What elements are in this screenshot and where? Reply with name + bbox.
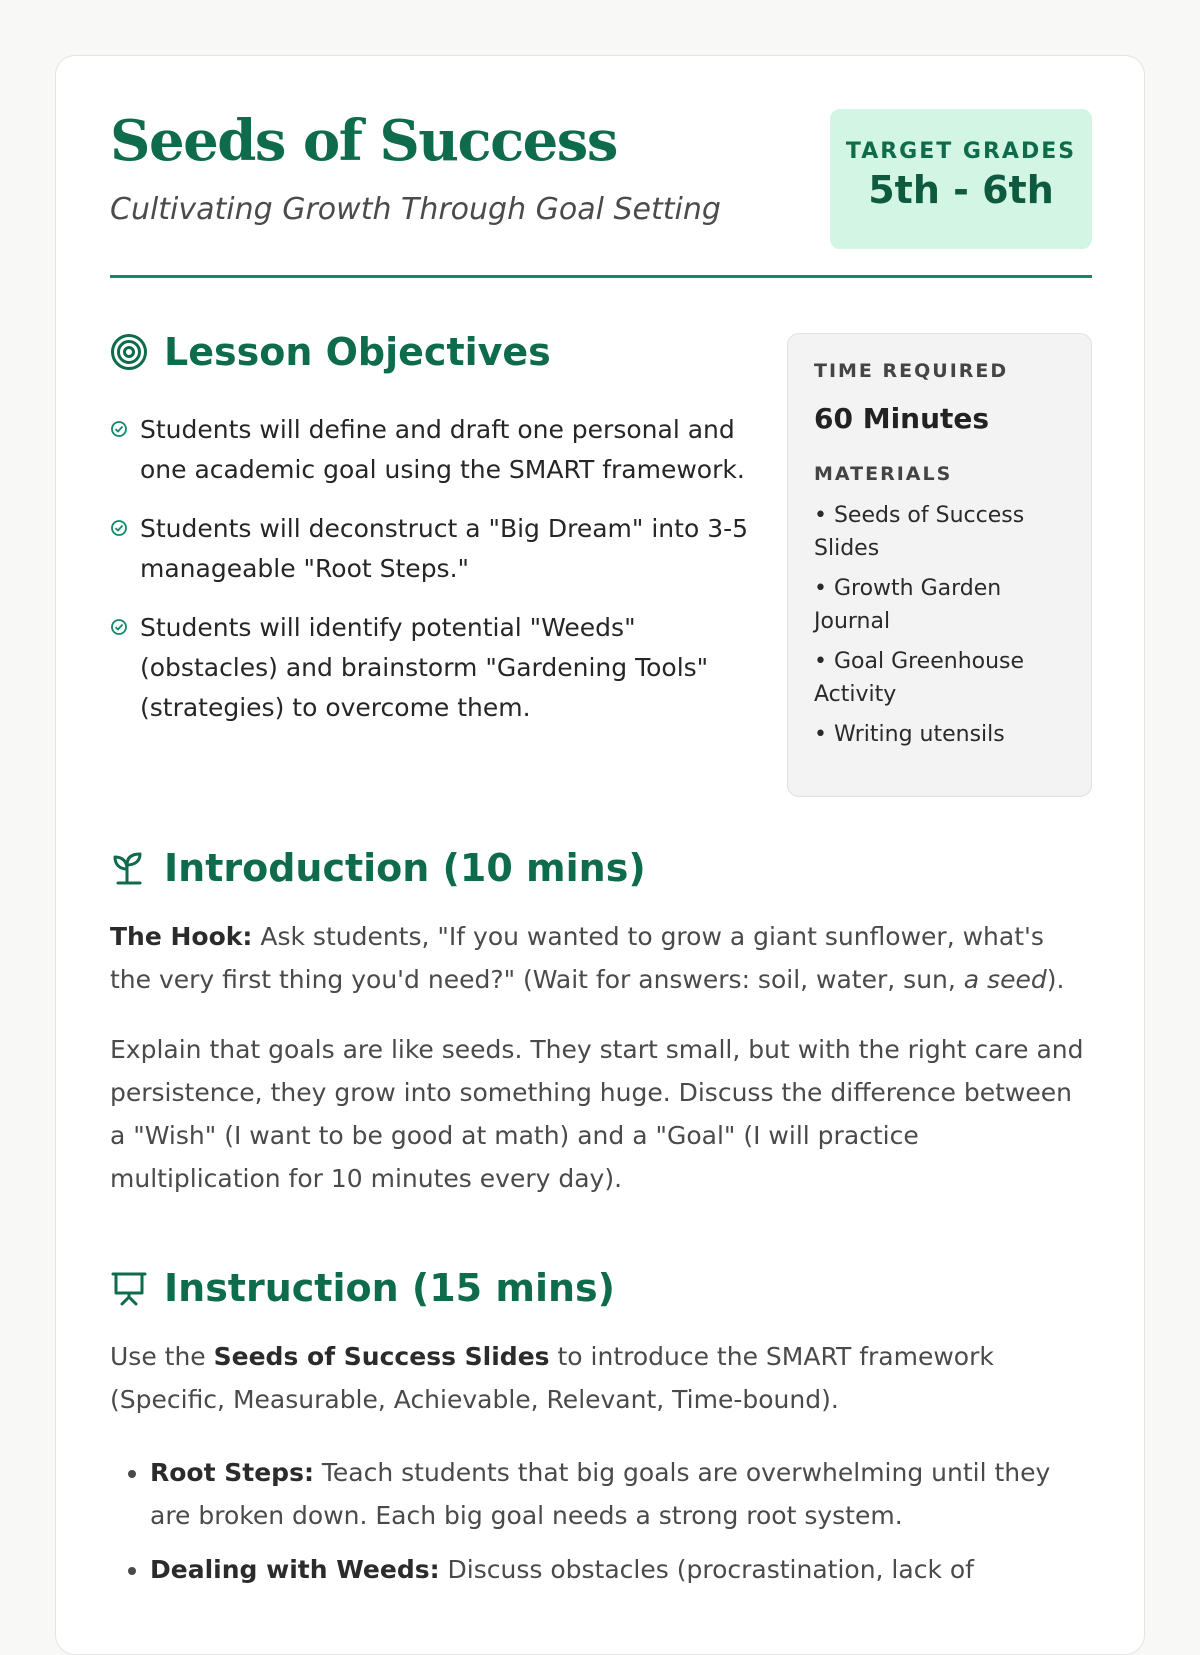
material-item: • Seeds of Success Slides [814, 503, 1025, 561]
time-required-label: TIME REQUIRED [814, 360, 1009, 382]
objective-text: Students will deconstruct a "Big Dream" into 3-5 manageable "Root Steps." [140, 514, 749, 583]
objective-item [110, 608, 750, 728]
header-divider [110, 275, 1092, 278]
objectives-heading-text: Lesson Objectives [164, 330, 551, 374]
bullet-text: Teach students that big goals are overwhelming until they are broken down. Each big goal needs a strong root system. [150, 1458, 1051, 1530]
objective-item [110, 509, 750, 589]
page-subtitle: Cultivating Growth Through Goal Setting [110, 192, 721, 227]
hook-paragraph [110, 915, 1092, 1001]
instruction-intro-post: to introduce the SMART framework (Specific, Measurable, Achievable, Relevant, Time-bound). [110, 1342, 994, 1414]
hook-text: Ask students, "If you wanted to grow a giant sunflower, what's the very first thing you'd need?" (Wait for answers: soil, water, sun, [110, 922, 1044, 994]
materials-label: MATERIALS [814, 463, 953, 485]
material-item: • Writing utensils [814, 722, 1005, 747]
hook-end: ). [1046, 965, 1065, 994]
check-circle-icon [110, 519, 128, 537]
time-required-value: 60 Minutes [814, 402, 990, 435]
introduction-heading [110, 846, 646, 890]
sprout-icon [110, 849, 148, 887]
check-circle-icon [110, 420, 128, 438]
instruction-heading [110, 1266, 615, 1310]
page-title: Seeds of Success [110, 108, 617, 174]
objective-text: Students will define and draft one personal and one academic goal using the SMART framework. [140, 415, 745, 484]
instruction-heading-text: Instruction (15 mins) [164, 1266, 616, 1310]
target-grades-value: 5th - 6th [868, 168, 1054, 212]
introduction-paragraph: Explain that goals are like seeds. They start small, but with the right care and persistence, they grow into something huge. Discuss the difference between a "Wish" (I want to be good at math) and a "Goal" (I will practice multiplication for 10 minutes every day). [110, 1035, 1084, 1193]
objectives-heading [110, 330, 551, 374]
bullet-text: Discuss obstacles (procrastination, lack of [439, 1555, 974, 1584]
materials-list [814, 499, 1065, 751]
lesson-card [55, 55, 1145, 1655]
instruction-intro-pre: Use the [110, 1342, 214, 1371]
material-item: • Growth Garden Journal [814, 576, 1002, 634]
target-grades-label: TARGET GRADES [845, 139, 1077, 164]
hook-emphasis: a seed [963, 965, 1047, 994]
instruction-bullet [150, 1548, 1092, 1591]
presentation-icon [110, 1269, 148, 1307]
objective-text: Students will identify potential "Weeds" (obstacles) and brainstorm "Gardening Tools" (strategies) to overcome them. [140, 613, 709, 722]
bullet-label: Root Steps: [150, 1458, 314, 1487]
instruction-bullets [110, 1451, 1092, 1602]
instruction-bullet [150, 1451, 1092, 1537]
target-icon [110, 333, 148, 371]
bullet-label: Dealing with Weeds: [150, 1555, 440, 1584]
check-circle-icon [110, 618, 128, 636]
instruction-intro-bold: Seeds of Success Slides [213, 1342, 550, 1371]
objectives-list [110, 410, 750, 747]
hook-label: The Hook: [110, 922, 253, 951]
objective-item [110, 410, 750, 490]
instruction-paragraph [110, 1335, 1092, 1421]
material-item: • Goal Greenhouse Activity [814, 649, 1025, 707]
target-grades-badge [830, 109, 1092, 249]
lesson-info-box [787, 333, 1092, 797]
introduction-heading-text: Introduction (10 mins) [164, 846, 646, 890]
